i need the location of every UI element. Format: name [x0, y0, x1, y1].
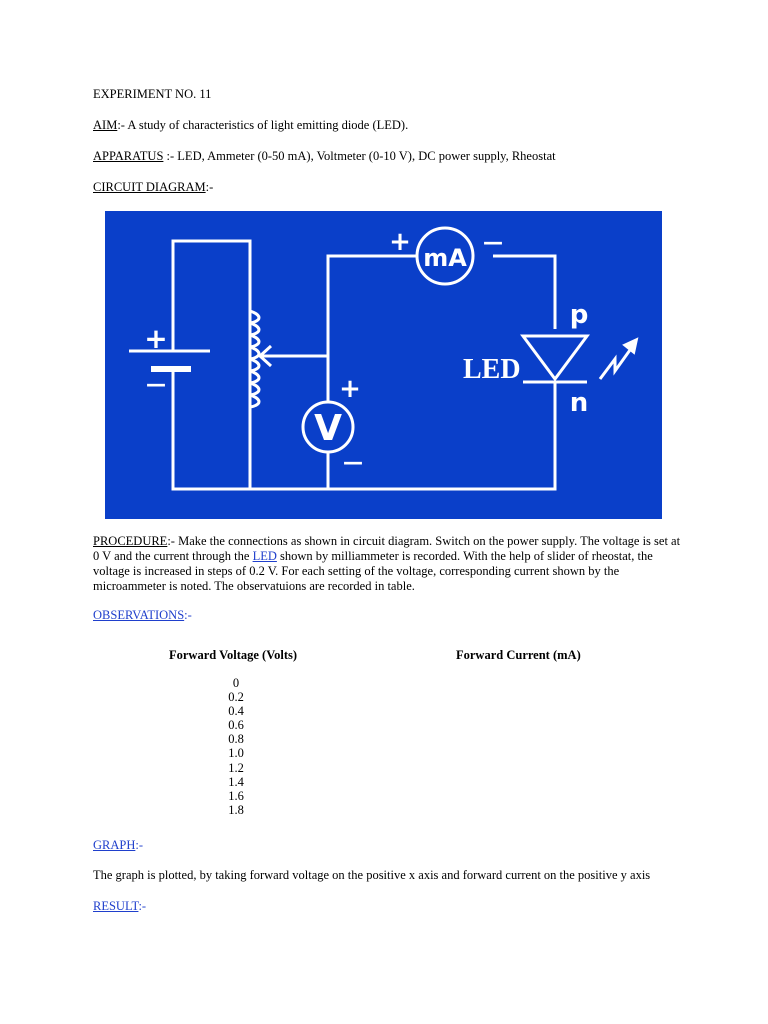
aim-text: :- A study of characteristics of light emitting diode (LED).: [117, 118, 409, 132]
voltage-value: 0.4: [228, 704, 244, 719]
procedure-text-1: :- Make the connections as shown in circuit diagram. Switch on the power supply. The voltage is set at 0 V and the current through the: [93, 534, 681, 563]
apparatus-label: APPARATUS: [93, 149, 164, 163]
graph-heading: [93, 838, 143, 853]
current-column-header: Forward Current (mA): [456, 648, 581, 662]
circuit-diagram-label: CIRCUIT DIAGRAM: [93, 180, 206, 194]
voltage-values-list: [200, 676, 272, 817]
voltage-value: 0.8: [228, 732, 244, 747]
led-link[interactable]: LED: [252, 549, 277, 563]
graph-suffix: :-: [135, 838, 144, 852]
procedure-label: PROCEDURE: [93, 534, 168, 548]
voltage-value: 0.2: [228, 690, 244, 705]
aim-line: [93, 118, 408, 133]
battery-minus-label: —: [146, 372, 166, 396]
voltmeter-plus-label: +: [339, 374, 361, 404]
circuit-diagram-suffix: :-: [205, 180, 214, 194]
ammeter-plus-label: +: [389, 227, 411, 257]
result-label[interactable]: RESULT: [93, 899, 139, 913]
circuit-diagram: [105, 211, 662, 519]
voltage-value: 1.0: [228, 746, 244, 761]
observations-label[interactable]: OBSERVATIONS: [93, 608, 185, 622]
apparatus-line: [93, 149, 556, 164]
aim-label: AIM: [93, 118, 118, 132]
observations-suffix: :-: [184, 608, 192, 622]
ammeter-minus-label: —: [483, 230, 503, 254]
procedure-text-2: shown by milliammeter is recorded. With the help of slider of rheostat, the voltage is increased in steps of 0.2 V. For each setting of the voltage, corresponding current shown by the microammeter is noted. The observatuions are recorded in table.: [93, 549, 653, 593]
led-cathode-label: n: [569, 388, 589, 418]
voltage-value: 0: [232, 676, 240, 690]
voltmeter-label: V: [314, 408, 342, 449]
observations-heading: [93, 608, 192, 623]
battery-plus-label: +: [144, 322, 168, 355]
apparatus-text: :- LED, Ammeter (0-50 mA), Voltmeter (0-10 V), DC power supply, Rheostat: [163, 149, 556, 163]
graph-text: The graph is plotted, by taking forward voltage on the positive x axis and forward current on the positive y axis: [93, 868, 651, 882]
voltage-column-header: Forward Voltage (Volts): [169, 648, 298, 662]
voltage-value: 0.6: [228, 718, 244, 733]
voltage-value: 1.2: [228, 760, 244, 775]
ammeter-label: mA: [423, 244, 467, 272]
led-anode-label: p: [569, 300, 589, 330]
graph-label[interactable]: GRAPH: [93, 838, 136, 852]
result-heading: [93, 899, 146, 914]
procedure-paragraph: [93, 534, 683, 594]
led-label: LED: [463, 354, 521, 385]
voltage-value: 1.6: [228, 788, 244, 803]
voltmeter-minus-label: —: [343, 450, 363, 474]
voltage-value: 1.4: [228, 774, 244, 789]
circuit-diagram-heading: [93, 180, 213, 195]
experiment-title: EXPERIMENT NO. 11: [93, 87, 212, 101]
voltage-value: 1.8: [228, 802, 244, 817]
result-suffix: :-: [138, 899, 147, 913]
